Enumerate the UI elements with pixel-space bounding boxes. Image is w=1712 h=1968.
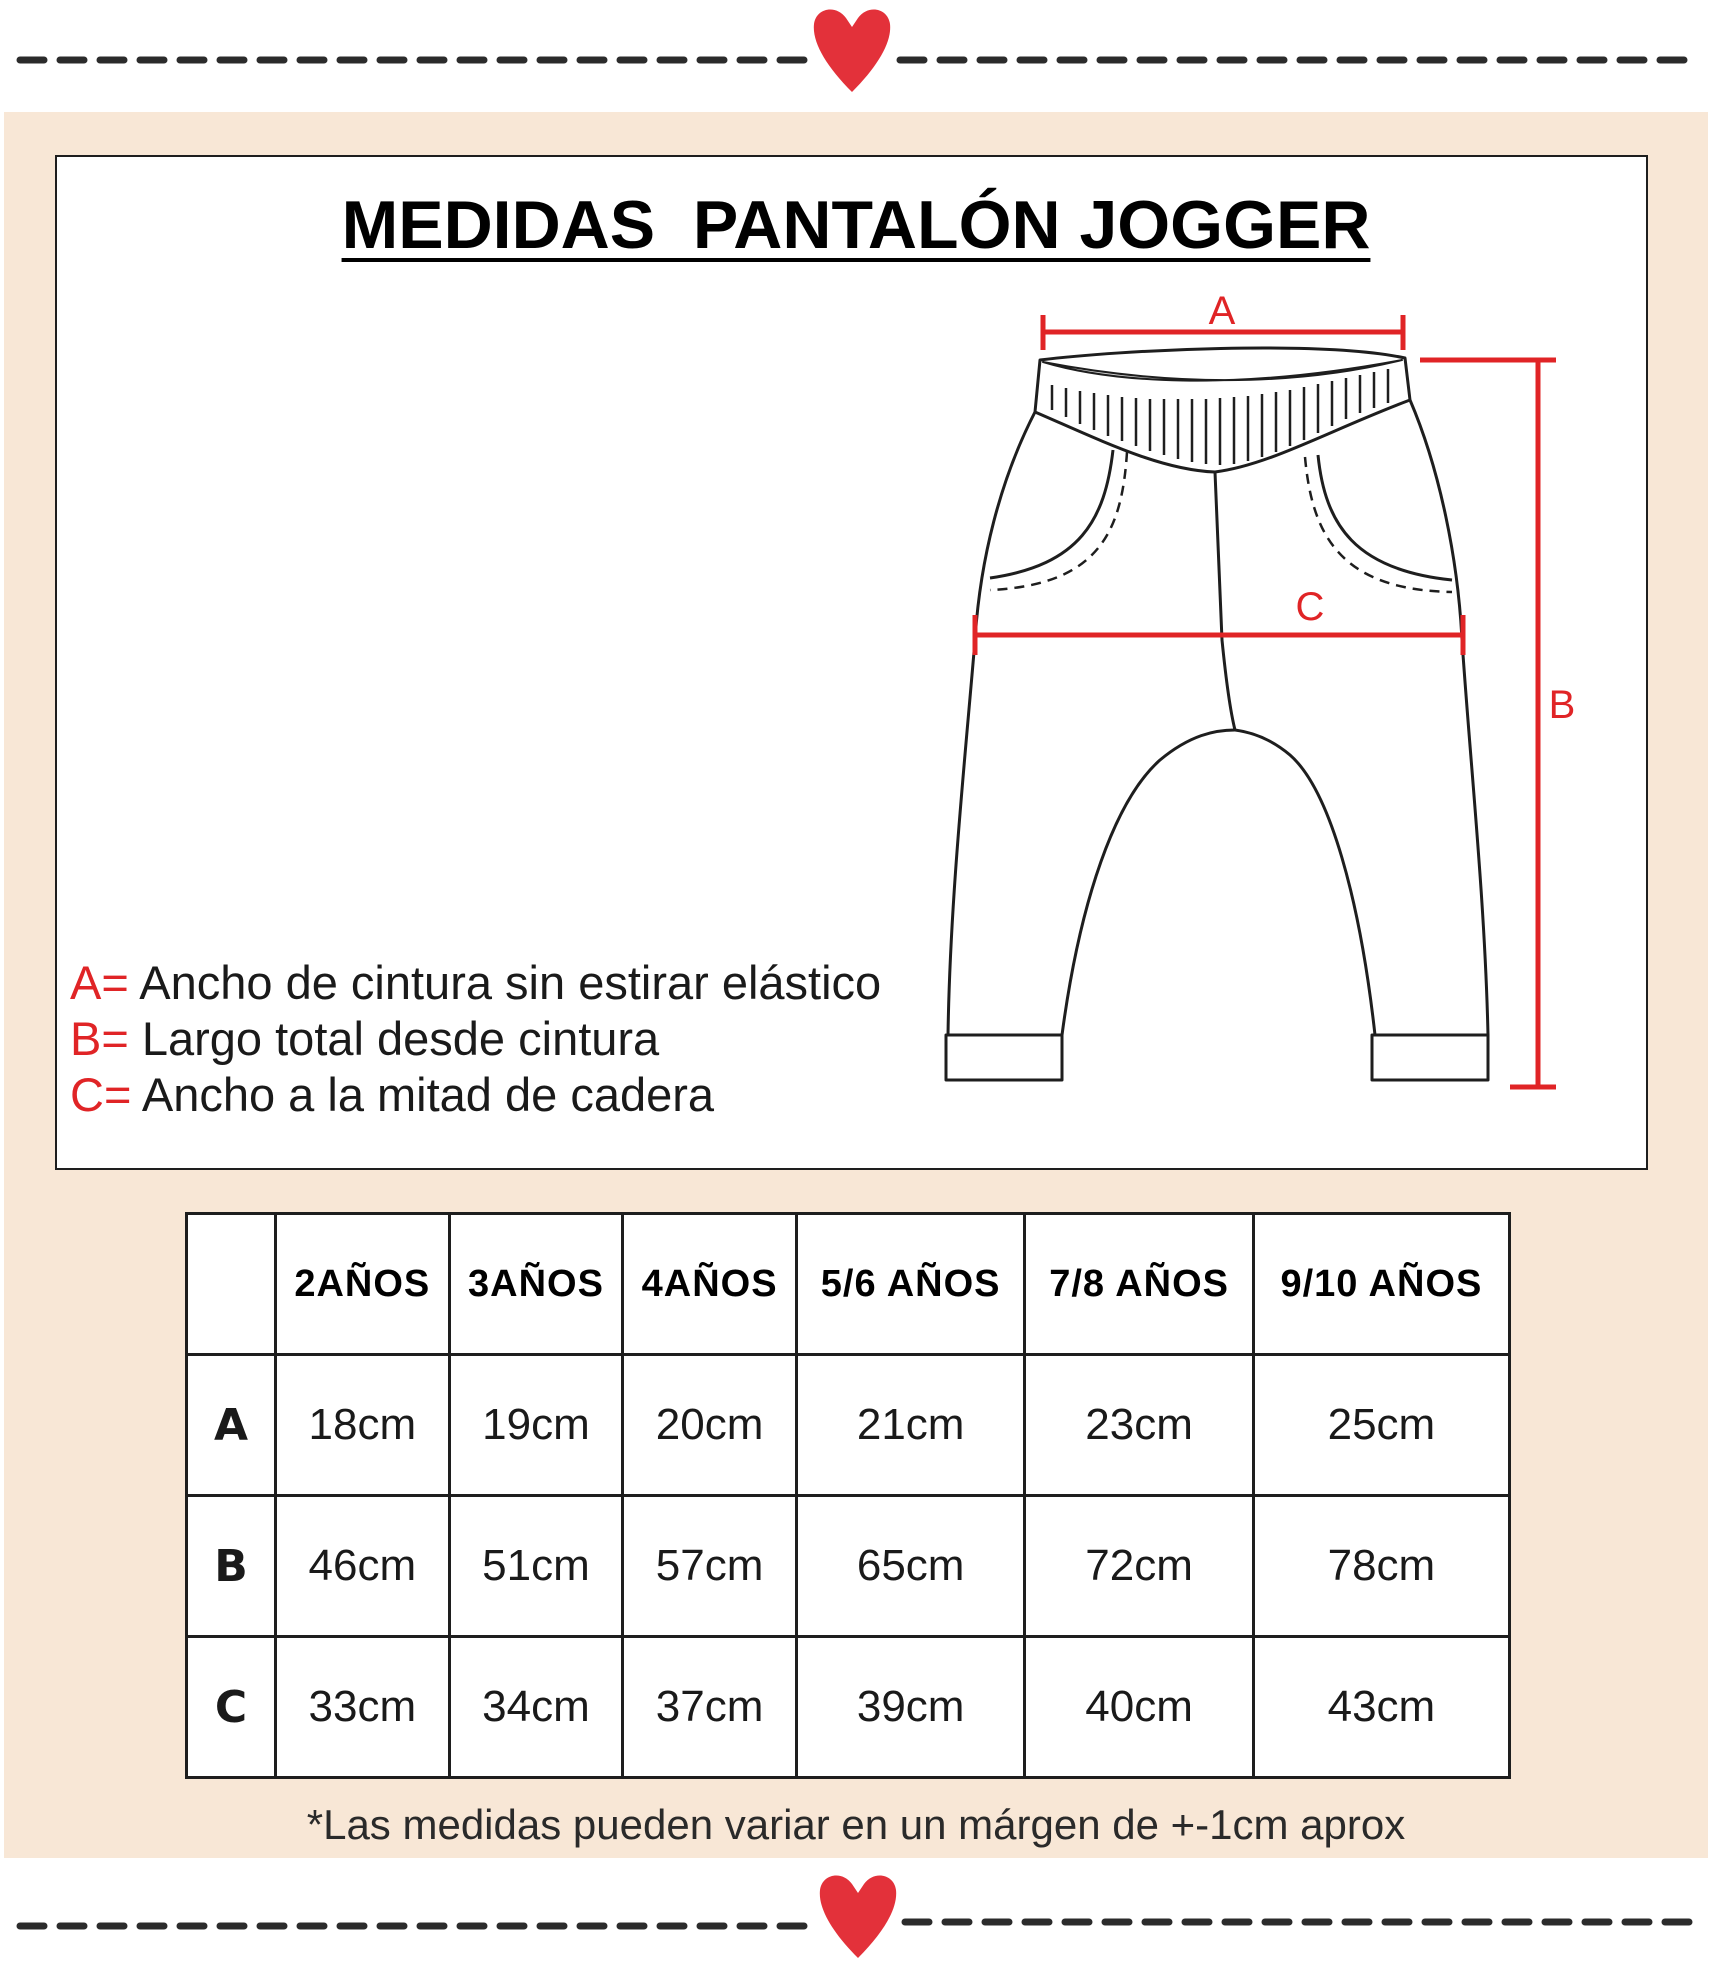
dimension-a-label: A — [1208, 289, 1236, 333]
table-cell: 19cm — [449, 1355, 623, 1496]
table-row — [187, 1496, 1510, 1637]
table-header-row — [187, 1214, 1510, 1355]
table-cell: 57cm — [623, 1496, 797, 1637]
table-cell: 78cm — [1253, 1496, 1509, 1637]
legend-item-c: C= Ancho a la mitad de cadera — [70, 1068, 715, 1121]
measurement-legend — [70, 955, 881, 1123]
table-row — [187, 1355, 1510, 1496]
table-cell: 51cm — [449, 1496, 623, 1637]
pants-illustration — [946, 348, 1488, 1080]
table-cell: 21cm — [796, 1355, 1024, 1496]
row-key-c: C — [187, 1637, 276, 1778]
header-cell: 9/10 AÑOS — [1253, 1214, 1509, 1355]
table-cell: 40cm — [1025, 1637, 1253, 1778]
size-table — [185, 1212, 1511, 1779]
table-cell: 20cm — [623, 1355, 797, 1496]
header-cell: 2AÑOS — [276, 1214, 450, 1355]
table-corner-cell — [187, 1214, 276, 1355]
header-cell: 4AÑOS — [623, 1214, 797, 1355]
legend-item-a: A= Ancho de cintura sin estirar elástico — [70, 956, 882, 1009]
header-cell: 7/8 AÑOS — [1025, 1214, 1253, 1355]
table-cell: 18cm — [276, 1355, 450, 1496]
table-cell: 65cm — [796, 1496, 1024, 1637]
dimension-c — [975, 615, 1463, 655]
table-cell: 33cm — [276, 1637, 450, 1778]
table-cell: 25cm — [1253, 1355, 1509, 1496]
header-cell: 3AÑOS — [449, 1214, 623, 1355]
row-key-b: B — [187, 1496, 276, 1637]
table-cell: 72cm — [1025, 1496, 1253, 1637]
row-key-a: A — [187, 1355, 276, 1496]
bottom-decoration — [0, 1858, 1712, 1968]
disclaimer-note: *Las medidas pueden variar en un márgen de +-1cm aprox — [306, 1801, 1406, 1848]
table-cell: 34cm — [449, 1637, 623, 1778]
table-cell: 23cm — [1025, 1355, 1253, 1496]
dimension-b-label: B — [1548, 683, 1576, 727]
legend-item-b: B= Largo total desde cintura — [70, 1012, 660, 1065]
header-cell: 5/6 AÑOS — [796, 1214, 1024, 1355]
table-cell: 46cm — [276, 1496, 450, 1637]
page-title: MEDIDAS PANTALÓN JOGGER — [341, 187, 1371, 263]
table-cell: 39cm — [796, 1637, 1024, 1778]
table-row — [187, 1637, 1510, 1778]
heart-icon — [820, 1875, 896, 1958]
dimension-b — [1420, 360, 1556, 1087]
table-cell: 43cm — [1253, 1637, 1509, 1778]
dimension-c-label: C — [1295, 585, 1325, 629]
table-cell: 37cm — [623, 1637, 797, 1778]
